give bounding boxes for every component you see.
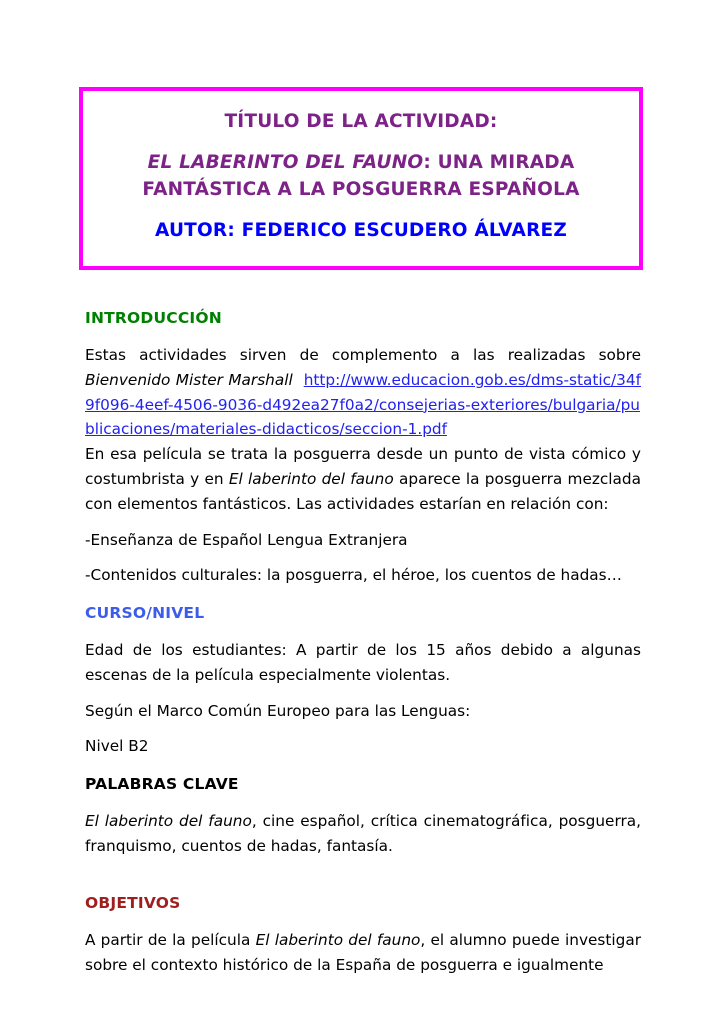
author-line: AUTOR: FEDERICO ESCUDERO ÁLVAREZ (155, 219, 567, 241)
intro-text-before-italic: Estas actividades sirven de complemento a las realizadas sobre (85, 346, 641, 365)
main-title-rest: : UNA MIRADA FANTÁSTICA A LA POSGUERRA ESPAÑOLA (142, 152, 580, 200)
main-title (101, 150, 621, 203)
heading-introduccion: INTRODUCCIÓN (85, 309, 222, 327)
link-seccion-1-pdf[interactable]: http://www.educacion.gob.es/dms-static/34f9f096-4eef-4506-9036-d492ea27f0a2/consejerias-exteriores/bulgaria/publicaciones/materiales-didacticos/seccion-1.pdf (85, 370, 641, 439)
intro2-text-after-italic: aparece la posguerra mezclada con elementos fantásticos. Las actividades estarían en relación con: (85, 469, 642, 513)
document-body (85, 308, 641, 978)
paragraph-objetivos (85, 928, 641, 978)
paragraph-marco-comun-europeo: Según el Marco Común Europeo para las Lenguas: (85, 701, 471, 720)
paragraph-nivel-b2: Nivel B2 (85, 737, 149, 756)
italic-el-laberinto-del-fauno-2: El laberinto del fauno (85, 812, 252, 831)
paragraph-edad-estudiantes: Edad de los estudiantes: A partir de los 15 años debido a algunas escenas de la película especialmente violentas. (85, 641, 641, 684)
bullet-ensenanza: -Enseñanza de Español Lengua Extranjera (85, 530, 408, 549)
heading-curso-nivel: CURSO/NIVEL (85, 604, 205, 623)
title-box (79, 87, 643, 270)
paragraph-introduccion-2 (85, 442, 641, 516)
italic-el-laberinto-del-fauno-3: El laberinto del fauno (255, 931, 421, 950)
bullet-contenidos-culturales: -Contenidos culturales: la posguerra, el héroe, los cuentos de hadas… (85, 566, 622, 585)
heading-palabras-clave: PALABRAS CLAVE (85, 775, 239, 794)
paragraph-introduccion-1 (85, 343, 641, 442)
heading-objetivos: OBJETIVOS (85, 893, 181, 912)
activity-title-label: TÍTULO DE LA ACTIVIDAD: (224, 111, 498, 132)
film-title-italic: EL LABERINTO DEL FAUNO (147, 152, 424, 174)
paragraph-palabras-clave (85, 809, 641, 859)
italic-el-laberinto-del-fauno-1: El laberinto del fauno (228, 469, 394, 488)
intro2-text-before-italic: En esa película se trata la posguerra desde un punto de vista cómico y costumbrista y en (85, 445, 641, 488)
objetivos-text-after-italic: , el alumno puede investigar sobre el contexto histórico de la España de posguerra e igualmente (85, 931, 641, 974)
palabras-clave-rest: , cine español, crítica cinematográfica, posguerra, franquismo, cuentos de hadas, fantasía. (85, 812, 641, 856)
objetivos-text-before-italic: A partir de la película (85, 931, 256, 950)
italic-bienvenido-mister-marshall: Bienvenido Mister Marshall (85, 370, 293, 389)
